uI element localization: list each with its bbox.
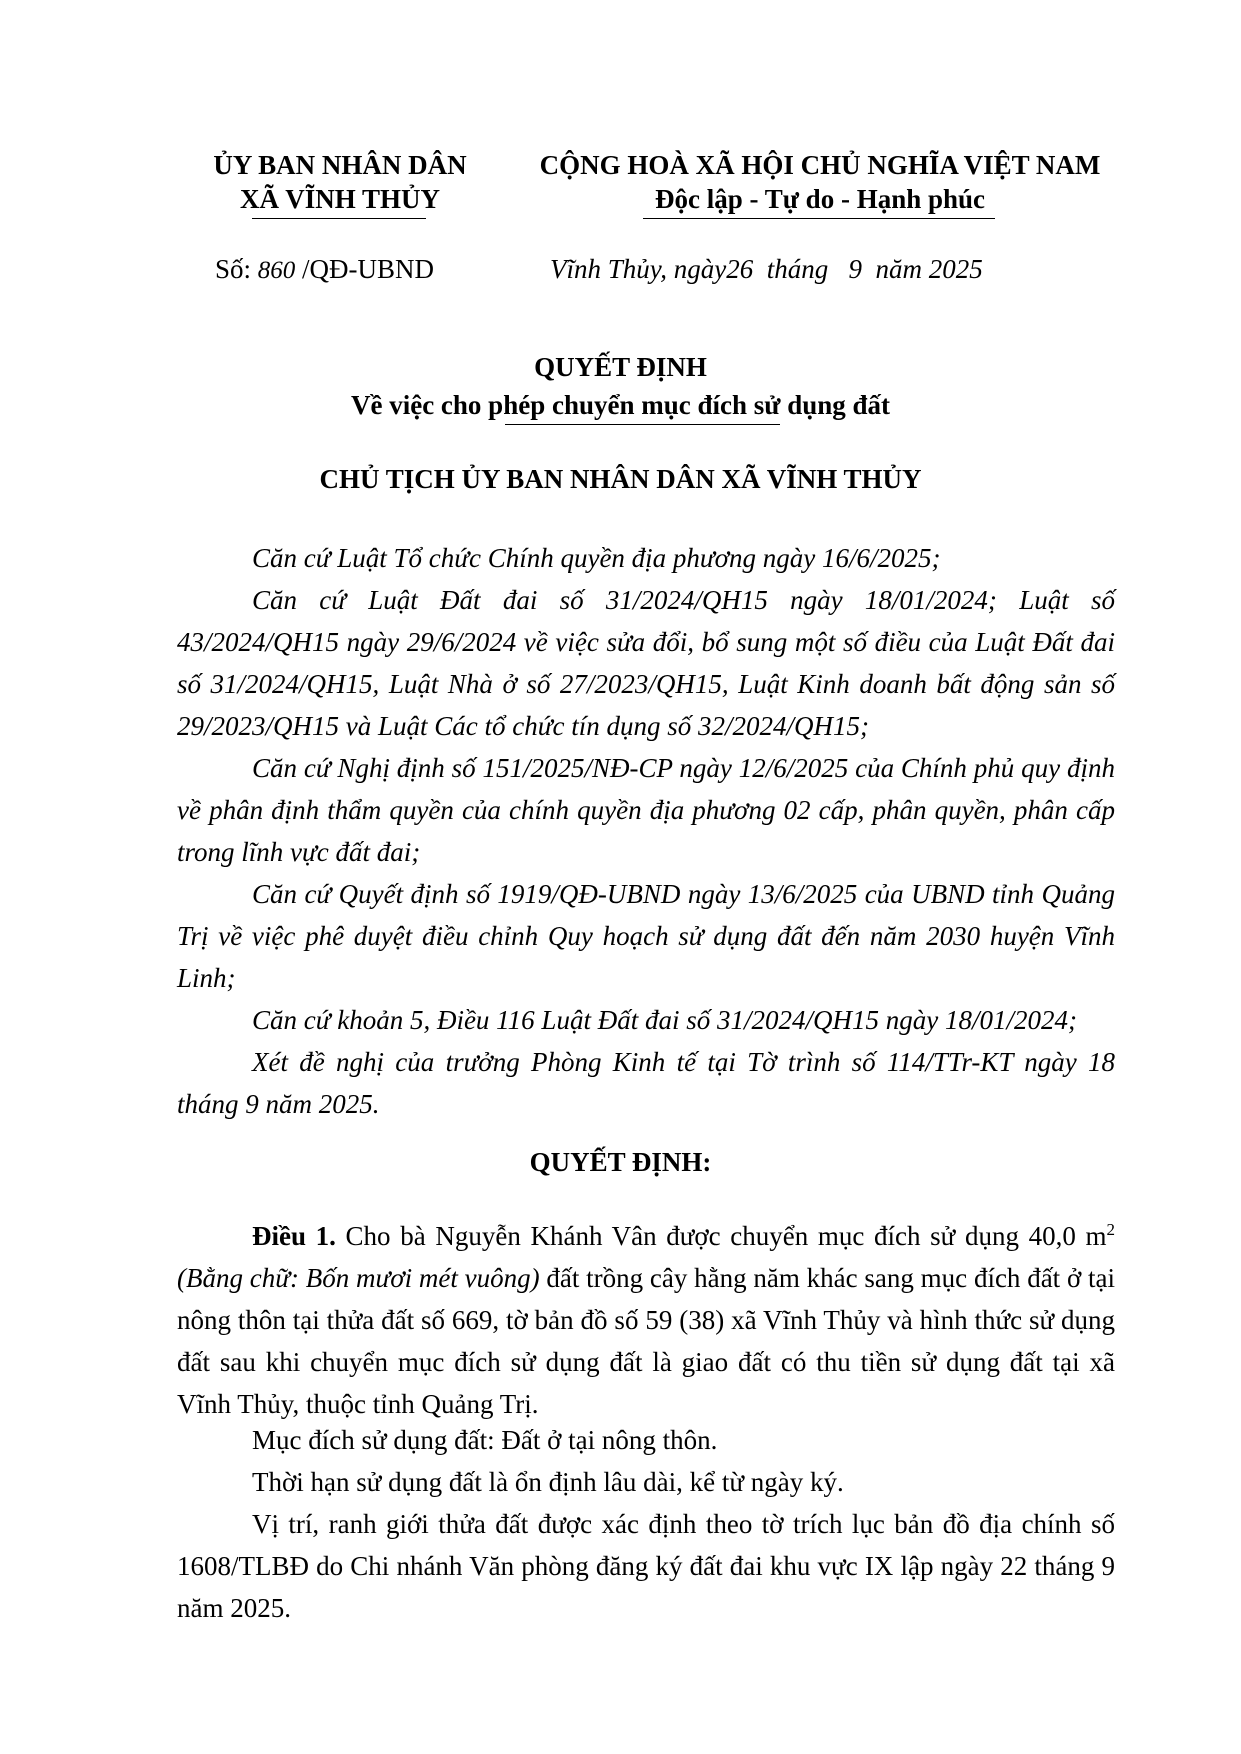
date-prefix: Vĩnh Thủy, ngày (550, 254, 727, 284)
land-use-term: Thời hạn sử dụng đất là ổn định lâu dài, kể từ ngày ký. (252, 1467, 844, 1497)
date-day: 26 (726, 254, 754, 284)
preamble-item: Căn cứ Luật Tổ chức Chính quyền địa phương ngày 16/6/2025; (252, 543, 941, 573)
article-1 (177, 1209, 1115, 1425)
document-date (550, 254, 983, 285)
org-name-line1: ỦY BAN NHÂN DÂN (213, 150, 467, 180)
land-plot-location: Vị trí, ranh giới thửa đất được xác định theo tờ trích lục bản đồ địa chính số 1608/TLBĐ do Chi nhánh Văn phòng đăng ký đất đai khu vực IX lập ngày 22 tháng 9 năm 2025. (177, 1509, 1115, 1623)
decision-heading: QUYẾT ĐỊNH: (529, 1147, 712, 1177)
date-month: 9 (848, 254, 863, 284)
org-underline (252, 218, 426, 219)
article-text-a: Cho bà Nguyễn Khánh Vân được chuyển mục đích sử dụng 40,0 m (335, 1221, 1107, 1251)
preamble-item: Căn cứ Quyết định số 1919/QĐ-UBND ngày 13/6/2025 của UBND tỉnh Quảng Trị về việc phê duyệt điều chỉnh Quy hoạch sử dụng đất đến năm 2030 huyện Vĩnh Linh; (177, 879, 1115, 993)
date-month-label: tháng (766, 254, 829, 284)
number-suffix: /QĐ-UBND (302, 254, 435, 284)
article-label: Điều 1. (252, 1221, 336, 1251)
preamble-item: Căn cứ Luật Đất đai số 31/2024/QH15 ngày 18/01/2024; Luật số 43/2024/QH15 ngày 29/6/2024 về việc sửa đổi, bổ sung một số điều của Luật Đất đai số 31/2024/QH15, Luật Nhà ở số 27/2023/QH15, Luật Kinh doanh bất động sản số 29/2023/QH15 và Luật Các tổ chức tín dụng số 32/2024/QH15; (177, 585, 1115, 741)
number-value: 860 (257, 257, 296, 284)
article-text-b: đất trồng cây hằng năm khác sang mục đích đất ở tại nông thôn tại thửa đất số 669, tờ bản đồ số 59 (38) xã Vĩnh Thủy và hình thức sử dụng đất sau khi chuyển mục đích sử dụng đất là giao đất có thu tiền sử dụng đất tại xã Vĩnh Thủy, thuộc tỉnh Quảng Trị. (177, 1263, 1115, 1419)
number-prefix: Số: (215, 254, 252, 284)
area-unit-superscript: 2 (1106, 1220, 1116, 1239)
document-number (215, 254, 434, 285)
subject-underline (505, 424, 780, 425)
preamble-item: Xét đề nghị của trưởng Phòng Kinh tế tại Tờ trình số 114/TTr-KT ngày 18 tháng 9 năm 2025. (177, 1047, 1115, 1119)
preamble-item: Căn cứ Nghị định số 151/2025/NĐ-CP ngày 12/6/2025 của Chính phủ quy định về phân định thẩm quyền của chính quyền địa phương 02 cấp, phân quyền, phân cấp trong lĩnh vực đất đai; (177, 753, 1115, 867)
nation-name: CỘNG HOÀ XÃ HỘI CHỦ NGHĨA VIỆT NAM (539, 150, 1101, 180)
issuing-authority: CHỦ TỊCH ỦY BAN NHÂN DÂN XÃ VĨNH THỦY (319, 464, 922, 494)
document-type: QUYẾT ĐỊNH (534, 352, 707, 382)
org-name-line2: XÃ VĨNH THỦY (239, 184, 441, 214)
preamble-item: Căn cứ khoản 5, Điều 116 Luật Đất đai số 31/2024/QH15 ngày 18/01/2024; (252, 1005, 1077, 1035)
date-year: năm 2025 (875, 254, 983, 284)
area-in-words: (Bằng chữ: Bốn mươi mét vuông) (177, 1263, 540, 1293)
document-subject: Về việc cho phép chuyển mục đích sử dụng đất (350, 390, 891, 420)
motto-underline (643, 218, 995, 219)
national-motto: Độc lập - Tự do - Hạnh phúc (654, 184, 986, 214)
land-use-purpose: Mục đích sử dụng đất: Đất ở tại nông thôn. (252, 1425, 718, 1455)
